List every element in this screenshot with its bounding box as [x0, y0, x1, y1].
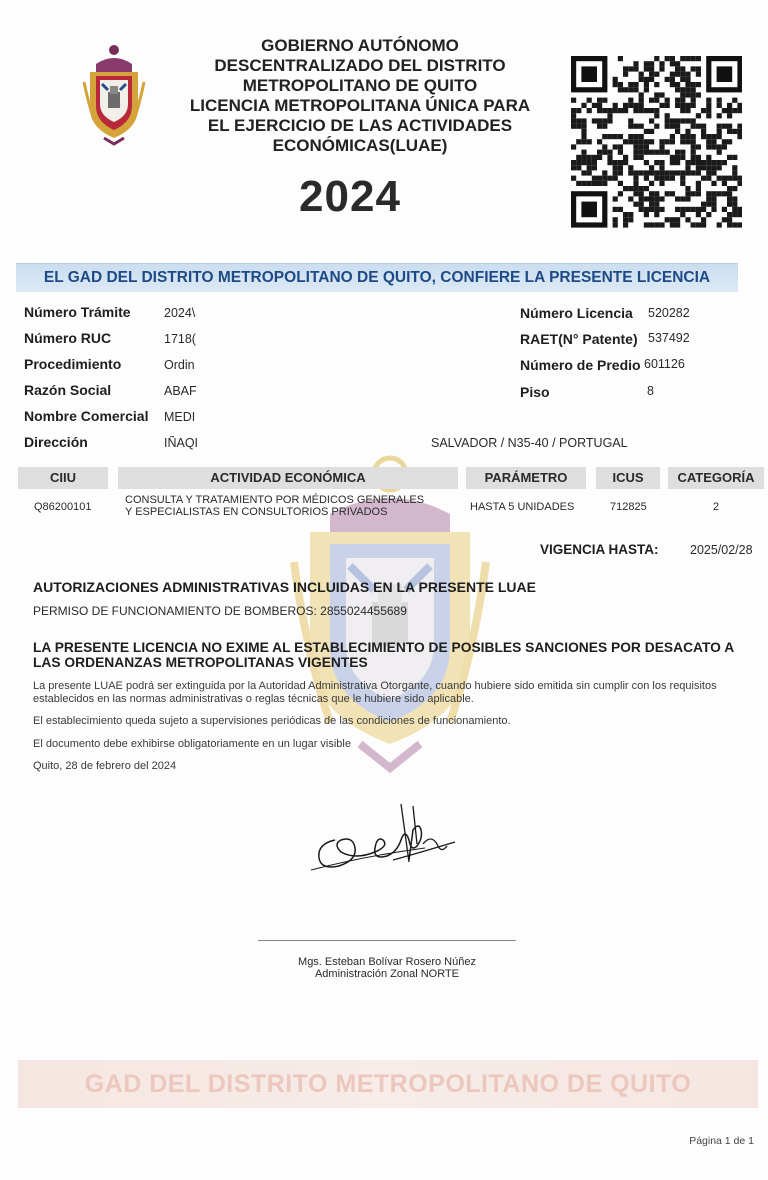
cell-actividad-line1: CONSULTA Y TRATAMIENTO POR MÉDICOS GENERALES [125, 494, 425, 506]
license-year: 2024 [299, 172, 401, 221]
label-numero-tramite: Número Trámite [24, 304, 131, 320]
column-header-categoria: CATEGORÍA [668, 467, 764, 489]
signature-line [258, 940, 516, 941]
label-razon-social: Razón Social [24, 382, 112, 398]
value-numero-ruc: 1718( [164, 332, 196, 346]
label-procedimiento: Procedimiento [24, 356, 122, 372]
cell-categoria: 2 [713, 501, 720, 513]
value-direccion-cont: SALVADOR / N35-40 / PORTUGAL [431, 436, 628, 450]
cell-actividad-line2: Y ESPECIALISTAS EN CONSULTORIOS PRIVADOS [125, 506, 388, 518]
label-direccion: Dirección [24, 434, 88, 450]
place-date: Quito, 28 de febrero del 2024 [33, 760, 177, 772]
label-numero-licencia: Número Licencia [520, 305, 633, 321]
value-numero-tramite: 2024\ [164, 306, 196, 320]
cell-parametro: HASTA 5 UNIDADES [470, 501, 575, 513]
authorizations-title: AUTORIZACIONES ADMINISTRATIVAS INCLUIDAS EN LA PRESENTE LUAE [33, 579, 536, 595]
cell-icus: 712825 [610, 501, 647, 513]
value-razon-social: ABAF [164, 384, 197, 398]
title-line-4: LICENCIA METROPOLITANA ÚNICA PARA [189, 96, 531, 115]
footer-watermark: GAD DEL DISTRITO METROPOLITANO DE QUITO [18, 1060, 758, 1108]
title-line-3: METROPOLITANO DE QUITO [242, 76, 478, 95]
notice-paragraph-1-line2: establecidos en las normas administrativas o reglas técnicas que le hubiere sido aplicable. [33, 693, 474, 705]
label-vigencia: VIGENCIA HASTA: [540, 542, 659, 557]
cell-actividad [125, 494, 424, 518]
title-line-6: ECONÓMICAS(LUAE) [272, 136, 448, 155]
label-numero-ruc: Número RUC [24, 330, 112, 346]
signer-name: Mgs. Esteban Bolívar Rosero Núñez [298, 956, 476, 968]
notice-paragraph-1-line1: La presente LUAE podrá ser extinguida por la Autoridad Administrativa Otorgante, cuando hubiere sido emitida sin cumplir con los requisitos [33, 680, 717, 692]
notice-title-line2: LAS ORDENANZAS METROPOLITANAS VIGENTES [33, 655, 368, 670]
signer-office: Administración Zonal NORTE [314, 968, 460, 980]
column-header-icus: ICUS [596, 467, 660, 489]
column-header-parametro: PARÁMETRO [466, 467, 586, 489]
document-title [160, 36, 560, 156]
label-raet-patente: RAET(N° Patente) [520, 331, 638, 347]
column-header-ciiu: CIIU [18, 467, 108, 489]
label-piso: Piso [520, 384, 550, 400]
signature-icon [305, 800, 465, 890]
notice-paragraph-1 [33, 680, 717, 706]
column-header-actividad: ACTIVIDAD ECONÓMICA [118, 467, 458, 489]
value-numero-licencia: 520282 [648, 306, 690, 320]
signer-block [258, 956, 516, 980]
quito-coat-of-arms-icon [82, 42, 146, 146]
value-numero-predio: 601126 [644, 357, 685, 371]
title-line-2: DESCENTRALIZADO DEL DISTRITO [214, 56, 506, 75]
qr-code-icon [570, 52, 742, 242]
authorization-item: PERMISO DE FUNCIONAMIENTO DE BOMBEROS: 2855024455689 [33, 604, 407, 618]
value-raet-patente: 537492 [648, 331, 690, 345]
value-vigencia: 2025/02/28 [690, 543, 753, 557]
notice-paragraph-2: El establecimiento queda sujeto a supervisiones periódicas de las condiciones de funcionamiento. [33, 715, 511, 727]
notice-title [33, 640, 734, 670]
title-line-1: GOBIERNO AUTÓNOMO [261, 36, 459, 55]
notice-paragraph-3: El documento debe exhibirse obligatoriamente en un lugar visible [33, 738, 351, 750]
cell-ciiu: Q86200101 [34, 501, 92, 513]
value-piso: 8 [647, 384, 654, 398]
title-line-5: EL EJERCICIO DE LAS ACTIVIDADES [207, 116, 513, 135]
value-nombre-comercial: MEDI [164, 410, 196, 424]
value-direccion: IÑAQI [164, 436, 199, 450]
notice-title-line1: LA PRESENTE LICENCIA NO EXIME AL ESTABLECIMIENTO DE POSIBLES SANCIONES POR DESACATO A [33, 640, 735, 655]
label-numero-predio: Número de Predio [520, 357, 641, 373]
license-banner: EL GAD DEL DISTRITO METROPOLITANO DE QUITO, CONFIERE LA PRESENTE LICENCIA [16, 263, 738, 292]
label-nombre-comercial: Nombre Comercial [24, 408, 149, 424]
page-number: Página 1 de 1 [689, 1135, 754, 1147]
value-procedimiento: Ordin [164, 358, 195, 372]
